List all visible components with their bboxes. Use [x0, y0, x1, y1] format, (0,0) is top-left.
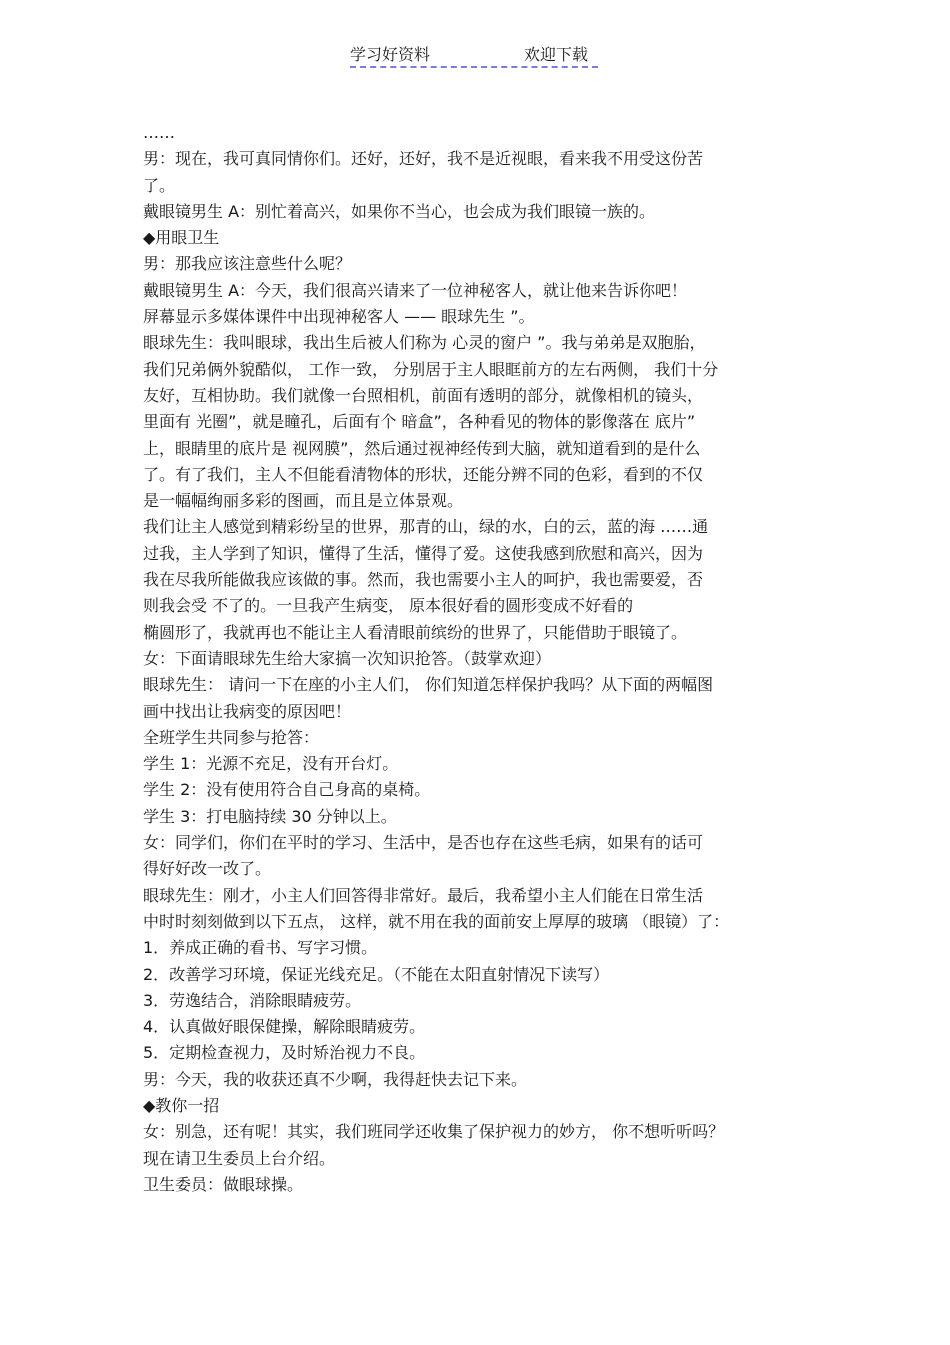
- text-line: 全班学生共同参与抢答：: [143, 727, 320, 747]
- text-line: 里面有 光圈”，就是瞳孔，后面有个 暗盒”，各种看见的物体的影像落在 底片”: [143, 412, 696, 432]
- text-line: 女：下面请眼球先生给大家搞一次知识抢答。（鼓掌欢迎）: [143, 648, 552, 668]
- text-line: 男：今天，我的收获还真不少啊，我得赶快去记下来。: [143, 1069, 528, 1089]
- header-left-text: 学习好资料: [350, 45, 431, 64]
- page-header: [350, 40, 598, 68]
- text-line: 眼球先生：我叫眼球，我出生后被人们称为 心灵的窗户 ”。我与弟弟是双胞胎，: [143, 333, 706, 353]
- list-item: 2．改善学习环境，保证光线充足。（不能在太阳直射情况下读写）: [143, 964, 610, 984]
- list-item: 5．定期检查视力，及时矫治视力不良。: [143, 1043, 426, 1063]
- text-line: ……: [143, 123, 175, 142]
- text-line: 戴眼镜男生 A：今天，我们很高兴请来了一位神秘客人，就让他来告诉你吧！: [143, 280, 688, 300]
- text-line: 则我会受 不了的。一旦我产生病变， 原本很好看的圆形变成不好看的: [143, 596, 634, 616]
- text-line: 是一幅幅绚丽多彩的图画，而且是立体景观。: [143, 491, 464, 511]
- document-body: [143, 120, 813, 1198]
- section-heading: ◆教你一招: [143, 1095, 220, 1115]
- text-line: 戴眼镜男生 A：别忙着高兴，如果你不当心，也会成为我们眼镜一族的。: [143, 201, 656, 221]
- text-line: 我们让主人感觉到精彩纷呈的世界，那青的山，绿的水，白的云，蓝的海 ……通: [143, 517, 709, 537]
- text-line: 眼球先生：刚才，小主人们回答得非常好。最后，我希望小主人们能在日常生活: [143, 885, 704, 905]
- text-line: 中时时刻刻做到以下五点， 这样，就不用在我的面前安上厚厚的玻璃 （眼镜）了：: [143, 911, 730, 931]
- text-line: 上，眼睛里的底片是 视网膜”，然后通过视神经传到大脑，就知道看到的是什么: [143, 438, 701, 458]
- text-line: 得好好改一改了。: [143, 859, 272, 879]
- text-line: 了。有了我们，主人不但能看清物体的形状，还能分辨不同的色彩，看到的不仅: [143, 464, 704, 484]
- text-line: 男：现在，我可真同情你们。还好，还好，我不是近视眼，看来我不用受这份苦: [143, 149, 704, 169]
- text-line: 女：别急，还有呢！其实，我们班同学还收集了保护视力的妙方， 你不想听听吗？: [143, 1122, 725, 1142]
- text-line: 了。: [143, 175, 176, 195]
- text-line: 学生 2：没有使用符合自己身高的桌椅。: [143, 780, 431, 800]
- text-line: 学生 1：光源不充足，没有开台灯。: [143, 754, 399, 774]
- text-line: 我在尽我所能做我应该做的事。然而，我也需要小主人的呵护，我也需要爱，否: [143, 570, 704, 590]
- text-line: 我们兄弟俩外貌酷似， 工作一致， 分别居于主人眼眶前方的左右两侧， 我们十分: [143, 359, 719, 379]
- text-line: 过我，主人学到了知识，懂得了生活，懂得了爱。这使我感到欣慰和高兴，因为: [143, 543, 704, 563]
- text-line: 友好，互相协助。我们就像一台照相机，前面有透明的部分，就像相机的镜头，: [143, 385, 704, 405]
- text-line: 画中找出让我病变的原因吧！: [143, 701, 352, 721]
- text-line: 眼球先生： 请问一下在座的小主人们， 你们知道怎样保护我吗？从下面的两幅图: [143, 675, 714, 695]
- text-line: 女：同学们，你们在平时的学习、生活中，是否也存在这些毛病，如果有的话可: [143, 833, 704, 853]
- list-item: 4．认真做好眼保健操，解除眼睛疲劳。: [143, 1017, 426, 1037]
- header-right-text: 欢迎下载: [524, 45, 589, 64]
- section-heading: ◆用眼卫生: [143, 228, 220, 248]
- text-line: 椭圆形了，我就再也不能让主人看清眼前缤纷的世界了，只能借助于眼镜了。: [143, 622, 688, 642]
- text-line: 屏幕显示多媒体课件中出现神秘客人 —— 眼球先生 ”。: [143, 307, 535, 327]
- list-item: 3．劳逸结合，消除眼睛疲劳。: [143, 990, 362, 1010]
- text-line: 学生 3：打电脑持续 30 分钟以上。: [143, 806, 397, 826]
- text-line: 男：那我应该注意些什么呢？: [143, 254, 352, 274]
- text-line: 卫生委员：做眼球操。: [143, 1174, 304, 1194]
- list-item: 1．养成正确的看书、写字习惯。: [143, 938, 378, 958]
- text-line: 现在请卫生委员上台介绍。: [143, 1148, 336, 1168]
